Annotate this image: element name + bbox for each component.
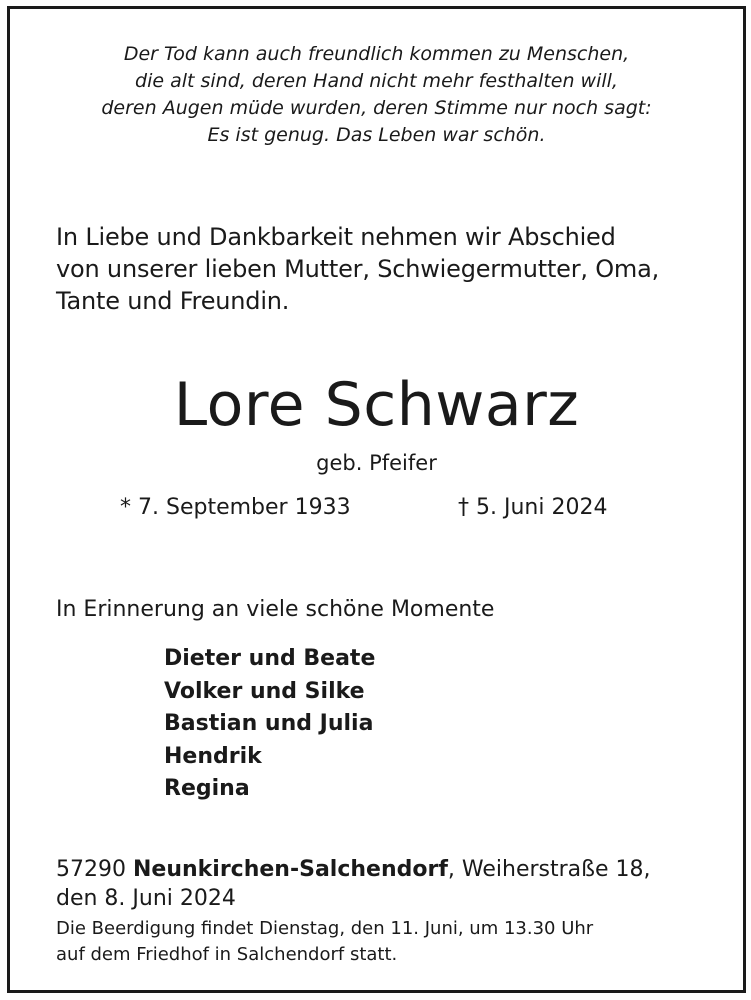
funeral-line: auf dem Friedhof in Salchendorf statt.	[56, 944, 398, 965]
postal-code: 57290	[56, 857, 126, 882]
funeral-info	[56, 916, 593, 968]
deceased-name: Lore Schwarz	[173, 370, 580, 440]
maiden-name: geb. Pfeifer	[316, 451, 437, 475]
death-date: † 5. Juni 2024	[458, 495, 608, 520]
address-line	[56, 855, 651, 884]
funeral-line: Die Beerdigung findet Dienstag, den 11. Juni, um 13.30 Uhr	[56, 918, 594, 939]
list-item: Hendrik	[164, 743, 262, 769]
poem-line: Es ist genug. Das Leben war schön.	[207, 124, 546, 146]
list-item: Bastian und Julia	[164, 711, 374, 736]
farewell-line: Tante und Freundin.	[56, 287, 290, 315]
list-item: Regina	[164, 776, 250, 801]
farewell-text	[56, 221, 659, 317]
farewell-line: von unserer lieben Mutter, Schwiegermutter, Oma,	[56, 255, 660, 283]
address-block	[56, 855, 651, 913]
poem-line: die alt sind, deren Hand nicht mehr festhalten will,	[135, 70, 618, 92]
poem	[10, 41, 743, 149]
mourners-list	[164, 643, 375, 806]
memory-line: In Erinnerung an viele schöne Momente	[56, 597, 495, 622]
poem-line: deren Augen müde wurden, deren Stimme nur noch sagt:	[101, 97, 652, 119]
farewell-line: In Liebe und Dankbarkeit nehmen wir Abschied	[56, 223, 616, 251]
street: , Weiherstraße 18,	[447, 857, 651, 882]
address-date: den 8. Juni 2024	[56, 886, 236, 911]
birth-date: * 7. September 1933	[120, 495, 351, 520]
obituary-frame	[7, 6, 746, 993]
poem-line: Der Tod kann auch freundlich kommen zu Menschen,	[123, 43, 630, 65]
list-item: Dieter und Beate	[164, 646, 376, 671]
list-item: Volker und Silke	[164, 678, 365, 704]
town: Neunkirchen-Salchendorf	[133, 857, 448, 882]
